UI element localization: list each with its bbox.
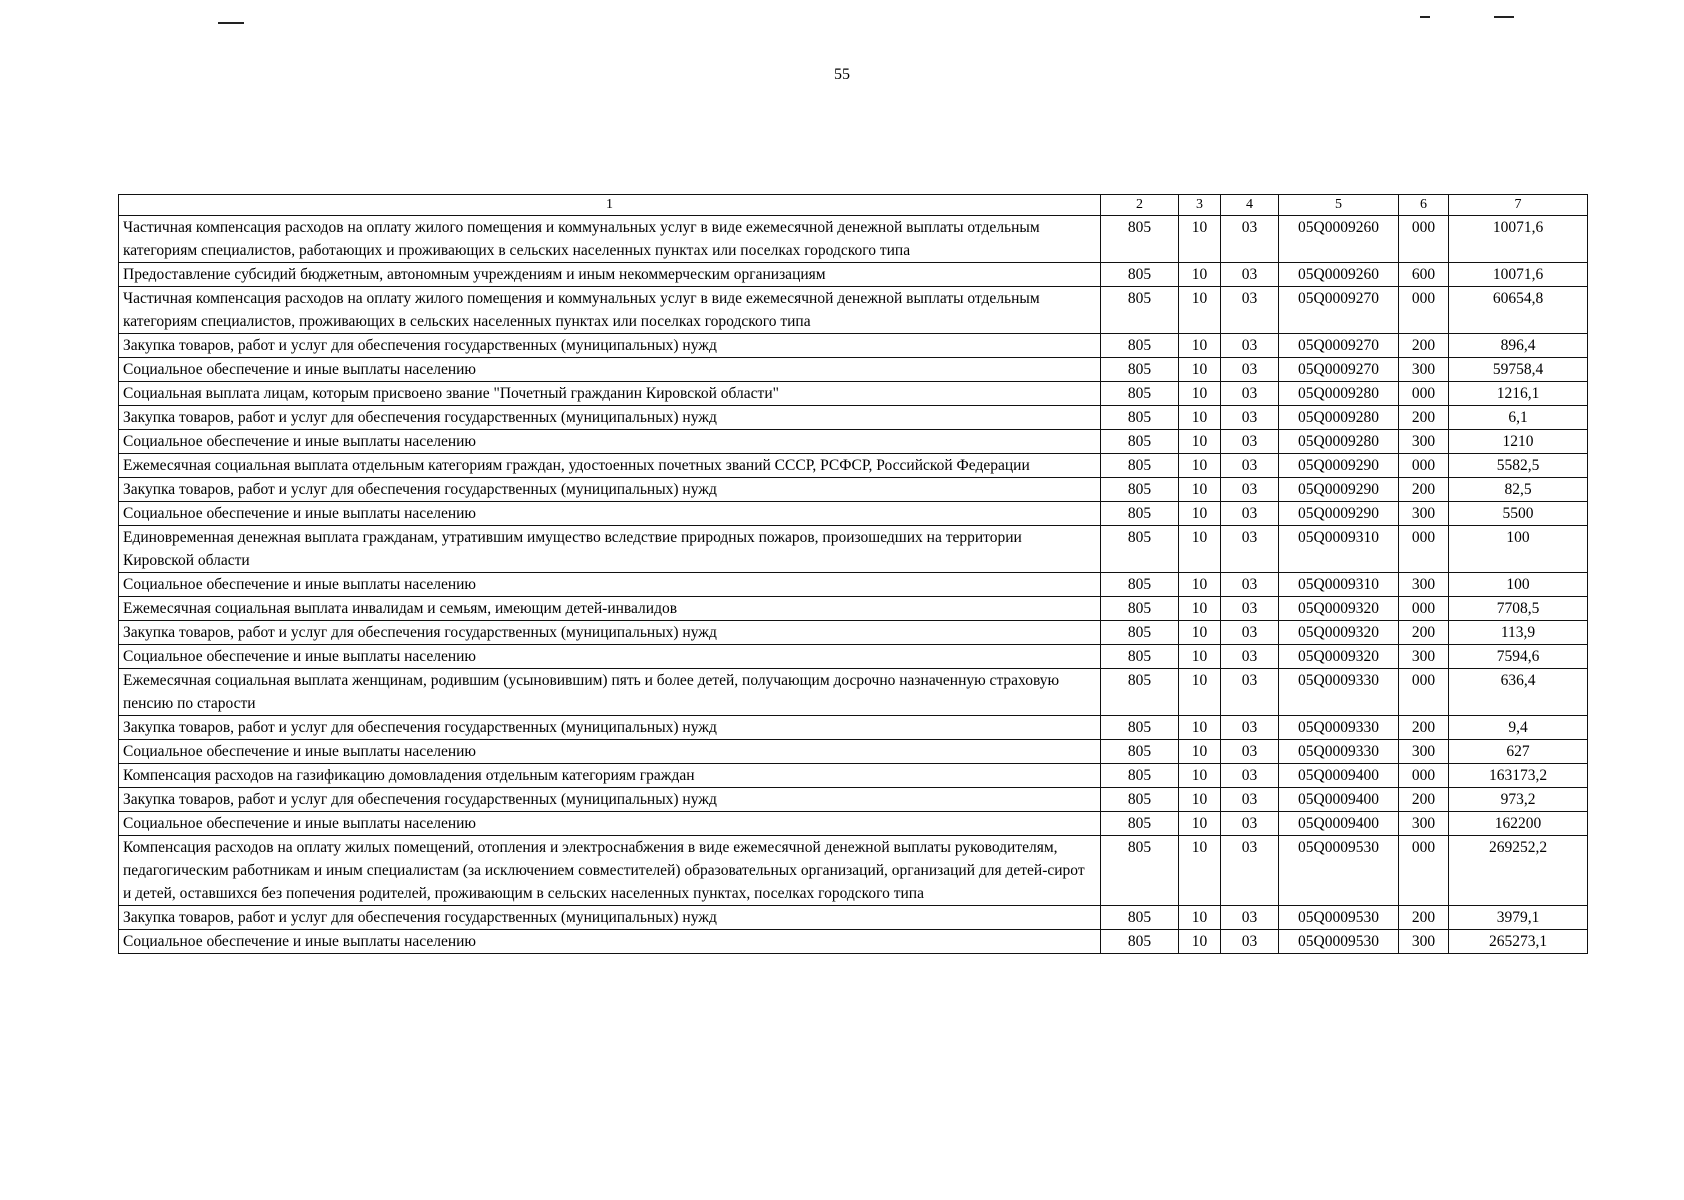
amount: 1216,1: [1449, 382, 1588, 406]
section-code: 10: [1179, 287, 1221, 334]
row-name: Ежемесячная социальная выплата отдельным категориям граждан, удостоенных почетных званий СССР, РСФСР, Российской Федерации: [119, 454, 1101, 478]
admin-code: 805: [1101, 930, 1179, 954]
row-name: Закупка товаров, работ и услуг для обеспечения государственных (муниципальных) нужд: [119, 334, 1101, 358]
row-name: Социальное обеспечение и иные выплаты населению: [119, 930, 1101, 954]
target-article-code: 05Q0009400: [1279, 812, 1399, 836]
row-name: Единовременная денежная выплата гражданам, утратившим имущество вследствие природных пожаров, произошедших на территории Кировской области: [119, 526, 1101, 573]
target-article-code: 05Q0009310: [1279, 526, 1399, 573]
section-code: 10: [1179, 502, 1221, 526]
admin-code: 805: [1101, 382, 1179, 406]
subsection-code: 03: [1221, 621, 1279, 645]
admin-code: 805: [1101, 812, 1179, 836]
section-code: 10: [1179, 597, 1221, 621]
table-row: [119, 573, 1588, 597]
admin-code: 805: [1101, 358, 1179, 382]
subsection-code: 03: [1221, 263, 1279, 287]
admin-code: 805: [1101, 597, 1179, 621]
subsection-code: 03: [1221, 502, 1279, 526]
amount: 6,1: [1449, 406, 1588, 430]
subsection-code: 03: [1221, 573, 1279, 597]
target-article-code: 05Q0009290: [1279, 502, 1399, 526]
table-row: [119, 930, 1588, 954]
amount: 82,5: [1449, 478, 1588, 502]
expense-type-code: 200: [1399, 906, 1449, 930]
amount: 5500: [1449, 502, 1588, 526]
target-article-code: 05Q0009270: [1279, 287, 1399, 334]
table-row: [119, 430, 1588, 454]
expense-type-code: 300: [1399, 930, 1449, 954]
target-article-code: 05Q0009320: [1279, 597, 1399, 621]
section-code: 10: [1179, 216, 1221, 263]
subsection-code: 03: [1221, 788, 1279, 812]
admin-code: 805: [1101, 216, 1179, 263]
expense-type-code: 000: [1399, 382, 1449, 406]
amount: 5582,5: [1449, 454, 1588, 478]
section-code: 10: [1179, 740, 1221, 764]
target-article-code: 05Q0009400: [1279, 764, 1399, 788]
subsection-code: 03: [1221, 454, 1279, 478]
section-code: 10: [1179, 334, 1221, 358]
table-row: [119, 740, 1588, 764]
amount: 627: [1449, 740, 1588, 764]
subsection-code: 03: [1221, 669, 1279, 716]
amount: 10071,6: [1449, 263, 1588, 287]
section-code: 10: [1179, 645, 1221, 669]
section-code: 10: [1179, 906, 1221, 930]
expense-type-code: 300: [1399, 358, 1449, 382]
amount: 896,4: [1449, 334, 1588, 358]
target-article-code: 05Q0009280: [1279, 406, 1399, 430]
scan-mark-left: [218, 22, 244, 24]
amount: 1210: [1449, 430, 1588, 454]
section-code: 10: [1179, 382, 1221, 406]
table-row: [119, 526, 1588, 573]
column-header: 1: [119, 195, 1101, 216]
column-header: 7: [1449, 195, 1588, 216]
target-article-code: 05Q0009330: [1279, 669, 1399, 716]
row-name: Социальное обеспечение и иные выплаты населению: [119, 740, 1101, 764]
row-name: Закупка товаров, работ и услуг для обеспечения государственных (муниципальных) нужд: [119, 788, 1101, 812]
subsection-code: 03: [1221, 358, 1279, 382]
amount: 265273,1: [1449, 930, 1588, 954]
table-row: [119, 621, 1588, 645]
table-row: [119, 287, 1588, 334]
subsection-code: 03: [1221, 836, 1279, 906]
section-code: 10: [1179, 812, 1221, 836]
admin-code: 805: [1101, 430, 1179, 454]
expense-type-code: 300: [1399, 645, 1449, 669]
table-row: [119, 382, 1588, 406]
target-article-code: 05Q0009320: [1279, 621, 1399, 645]
table-row: [119, 669, 1588, 716]
table-row: [119, 334, 1588, 358]
column-header: 3: [1179, 195, 1221, 216]
section-code: 10: [1179, 478, 1221, 502]
row-name: Социальное обеспечение и иные выплаты населению: [119, 502, 1101, 526]
table-row: [119, 764, 1588, 788]
expense-type-code: 200: [1399, 621, 1449, 645]
section-code: 10: [1179, 764, 1221, 788]
row-name: Социальное обеспечение и иные выплаты населению: [119, 573, 1101, 597]
expense-type-code: 300: [1399, 502, 1449, 526]
section-code: 10: [1179, 526, 1221, 573]
target-article-code: 05Q0009290: [1279, 454, 1399, 478]
expense-type-code: 000: [1399, 669, 1449, 716]
subsection-code: 03: [1221, 764, 1279, 788]
target-article-code: 05Q0009400: [1279, 788, 1399, 812]
scan-mark-right-2: [1494, 16, 1514, 18]
expense-type-code: 200: [1399, 716, 1449, 740]
subsection-code: 03: [1221, 526, 1279, 573]
row-name: Закупка товаров, работ и услуг для обеспечения государственных (муниципальных) нужд: [119, 906, 1101, 930]
admin-code: 805: [1101, 621, 1179, 645]
row-name: Компенсация расходов на газификацию домовладения отдельным категориям граждан: [119, 764, 1101, 788]
expense-type-code: 300: [1399, 740, 1449, 764]
subsection-code: 03: [1221, 287, 1279, 334]
section-code: 10: [1179, 406, 1221, 430]
table-row: [119, 597, 1588, 621]
column-header: 4: [1221, 195, 1279, 216]
section-code: 10: [1179, 358, 1221, 382]
amount: 7708,5: [1449, 597, 1588, 621]
row-name: Ежемесячная социальная выплата женщинам, родившим (усыновившим) пять и более детей, получающим досрочно назначенную страховую пенсию по старости: [119, 669, 1101, 716]
target-article-code: 05Q0009270: [1279, 334, 1399, 358]
expense-type-code: 300: [1399, 812, 1449, 836]
row-name: Социальная выплата лицам, которым присвоено звание "Почетный гражданин Кировской области": [119, 382, 1101, 406]
target-article-code: 05Q0009530: [1279, 906, 1399, 930]
admin-code: 805: [1101, 669, 1179, 716]
expense-type-code: 000: [1399, 454, 1449, 478]
admin-code: 805: [1101, 454, 1179, 478]
admin-code: 805: [1101, 836, 1179, 906]
subsection-code: 03: [1221, 812, 1279, 836]
table-row: [119, 502, 1588, 526]
subsection-code: 03: [1221, 216, 1279, 263]
admin-code: 805: [1101, 334, 1179, 358]
row-name: Компенсация расходов на оплату жилых помещений, отопления и электроснабжения в виде ежемесячной денежной выплаты руководителям, педагогическим работникам и иным специалистам (за исключением совместителей) образовательных организаций, организаций для детей-сирот и детей, оставшихся без попечения родителей, проживающим в сельских населенных пунктах, поселках городского типа: [119, 836, 1101, 906]
table-row: [119, 454, 1588, 478]
section-code: 10: [1179, 263, 1221, 287]
row-name: Закупка товаров, работ и услуг для обеспечения государственных (муниципальных) нужд: [119, 621, 1101, 645]
budget-table: [118, 194, 1588, 954]
amount: 636,4: [1449, 669, 1588, 716]
subsection-code: 03: [1221, 382, 1279, 406]
admin-code: 805: [1101, 716, 1179, 740]
table-row: [119, 478, 1588, 502]
target-article-code: 05Q0009260: [1279, 263, 1399, 287]
row-name: Закупка товаров, работ и услуг для обеспечения государственных (муниципальных) нужд: [119, 716, 1101, 740]
amount: 3979,1: [1449, 906, 1588, 930]
table-row: [119, 358, 1588, 382]
expense-type-code: 600: [1399, 263, 1449, 287]
row-name: Ежемесячная социальная выплата инвалидам и семьям, имеющим детей-инвалидов: [119, 597, 1101, 621]
subsection-code: 03: [1221, 716, 1279, 740]
subsection-code: 03: [1221, 478, 1279, 502]
subsection-code: 03: [1221, 597, 1279, 621]
admin-code: 805: [1101, 406, 1179, 430]
section-code: 10: [1179, 836, 1221, 906]
amount: 100: [1449, 573, 1588, 597]
amount: 10071,6: [1449, 216, 1588, 263]
expense-type-code: 300: [1399, 430, 1449, 454]
target-article-code: 05Q0009260: [1279, 216, 1399, 263]
table-row: [119, 716, 1588, 740]
target-article-code: 05Q0009530: [1279, 836, 1399, 906]
target-article-code: 05Q0009280: [1279, 382, 1399, 406]
table-row: [119, 406, 1588, 430]
amount: 7594,6: [1449, 645, 1588, 669]
target-article-code: 05Q0009530: [1279, 930, 1399, 954]
table-row: [119, 836, 1588, 906]
expense-type-code: 000: [1399, 287, 1449, 334]
admin-code: 805: [1101, 764, 1179, 788]
admin-code: 805: [1101, 287, 1179, 334]
target-article-code: 05Q0009330: [1279, 740, 1399, 764]
admin-code: 805: [1101, 788, 1179, 812]
subsection-code: 03: [1221, 406, 1279, 430]
amount: 269252,2: [1449, 836, 1588, 906]
admin-code: 805: [1101, 573, 1179, 597]
subsection-code: 03: [1221, 930, 1279, 954]
expense-type-code: 000: [1399, 764, 1449, 788]
expense-type-code: 000: [1399, 836, 1449, 906]
target-article-code: 05Q0009310: [1279, 573, 1399, 597]
table-row: [119, 812, 1588, 836]
expense-type-code: 000: [1399, 526, 1449, 573]
row-name: Социальное обеспечение и иные выплаты населению: [119, 812, 1101, 836]
row-name: Социальное обеспечение и иные выплаты населению: [119, 645, 1101, 669]
amount: 60654,8: [1449, 287, 1588, 334]
row-name: Частичная компенсация расходов на оплату жилого помещения и коммунальных услуг в виде ежемесячной денежной выплаты отдельным категориям специалистов, проживающих в сельских населенных пунктах или поселках городского типа: [119, 287, 1101, 334]
subsection-code: 03: [1221, 740, 1279, 764]
row-name: Закупка товаров, работ и услуг для обеспечения государственных (муниципальных) нужд: [119, 406, 1101, 430]
expense-type-code: 200: [1399, 788, 1449, 812]
admin-code: 805: [1101, 502, 1179, 526]
column-header: 5: [1279, 195, 1399, 216]
expense-type-code: 200: [1399, 478, 1449, 502]
subsection-code: 03: [1221, 334, 1279, 358]
section-code: 10: [1179, 930, 1221, 954]
admin-code: 805: [1101, 263, 1179, 287]
admin-code: 805: [1101, 906, 1179, 930]
section-code: 10: [1179, 573, 1221, 597]
target-article-code: 05Q0009290: [1279, 478, 1399, 502]
column-header: 6: [1399, 195, 1449, 216]
section-code: 10: [1179, 454, 1221, 478]
table-row: [119, 788, 1588, 812]
table-row: [119, 263, 1588, 287]
subsection-code: 03: [1221, 645, 1279, 669]
row-name: Социальное обеспечение и иные выплаты населению: [119, 430, 1101, 454]
section-code: 10: [1179, 716, 1221, 740]
target-article-code: 05Q0009330: [1279, 716, 1399, 740]
row-name: Закупка товаров, работ и услуг для обеспечения государственных (муниципальных) нужд: [119, 478, 1101, 502]
row-name: Социальное обеспечение и иные выплаты населению: [119, 358, 1101, 382]
expense-type-code: 000: [1399, 216, 1449, 263]
column-header: 2: [1101, 195, 1179, 216]
subsection-code: 03: [1221, 906, 1279, 930]
scan-mark-right-1: [1420, 16, 1430, 18]
expense-type-code: 000: [1399, 597, 1449, 621]
section-code: 10: [1179, 669, 1221, 716]
admin-code: 805: [1101, 526, 1179, 573]
amount: 163173,2: [1449, 764, 1588, 788]
row-name: Частичная компенсация расходов на оплату жилого помещения и коммунальных услуг в виде ежемесячной денежной выплаты отдельным категориям специалистов, работающих и проживающих в сельских населенных пунктах или поселках городского типа: [119, 216, 1101, 263]
admin-code: 805: [1101, 478, 1179, 502]
admin-code: 805: [1101, 740, 1179, 764]
section-code: 10: [1179, 788, 1221, 812]
row-name: Предоставление субсидий бюджетным, автономным учреждениям и иным некоммерческим организациям: [119, 263, 1101, 287]
table-body: [119, 216, 1588, 954]
amount: 100: [1449, 526, 1588, 573]
subsection-code: 03: [1221, 430, 1279, 454]
expense-type-code: 300: [1399, 573, 1449, 597]
header-row: [119, 195, 1588, 216]
amount: 9,4: [1449, 716, 1588, 740]
section-code: 10: [1179, 621, 1221, 645]
amount: 162200: [1449, 812, 1588, 836]
table-row: [119, 645, 1588, 669]
amount: 113,9: [1449, 621, 1588, 645]
page-number: 55: [834, 66, 850, 83]
table-row: [119, 906, 1588, 930]
amount: 973,2: [1449, 788, 1588, 812]
target-article-code: 05Q0009320: [1279, 645, 1399, 669]
expense-type-code: 200: [1399, 406, 1449, 430]
target-article-code: 05Q0009270: [1279, 358, 1399, 382]
admin-code: 805: [1101, 645, 1179, 669]
amount: 59758,4: [1449, 358, 1588, 382]
table-row: [119, 216, 1588, 263]
section-code: 10: [1179, 430, 1221, 454]
target-article-code: 05Q0009280: [1279, 430, 1399, 454]
expense-type-code: 200: [1399, 334, 1449, 358]
